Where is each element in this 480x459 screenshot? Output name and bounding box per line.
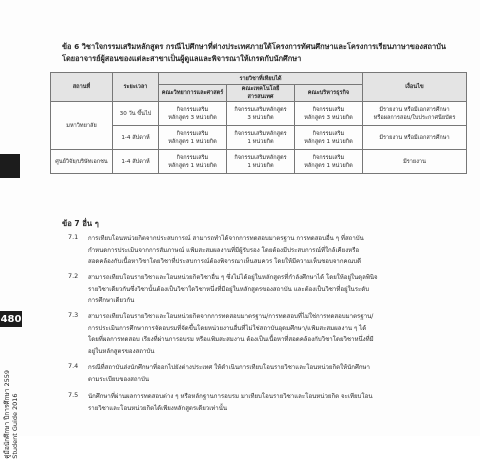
spine-caption-th: คู่มือนักศึกษา ปีการศึกษา 2559	[3, 370, 11, 459]
credit-transfer-table	[50, 72, 467, 174]
cell-faculty-it: กิจกรรมเสริมหลักสูตร 3 หน่วยกิต	[227, 102, 295, 126]
spine-caption	[3, 370, 19, 459]
header-faculty-science: คณะวิทยาการและศาสตร์	[159, 85, 227, 102]
cell-duration: 30 วัน ขึ้นไป	[113, 102, 159, 126]
header-conditions: เงื่อนไข	[363, 73, 467, 102]
table-row	[51, 102, 467, 126]
cell-duration: 1-4 สัปดาห์	[113, 150, 159, 174]
cell-faculty-science: กิจกรรมเสริม หลักสูตร 1 หน่วยกิต	[159, 150, 227, 174]
clause-number: 7.4	[68, 362, 79, 370]
table-row	[51, 150, 467, 174]
clause-number: 7.2	[68, 272, 79, 280]
cell-faculty-business: กิจกรรมเสริม หลักสูตร 1 หน่วยกิต	[295, 126, 363, 150]
cell-faculty-science: กิจกรรมเสริม หลักสูตร 3 หน่วยกิต	[159, 102, 227, 126]
clause-text: นักศึกษาที่ผ่านผลการทดสอบต่าง ๆ หรือหลักฐานการอบรม มาเทียบโอนรายวิชาและโอนหน่วยกิต จะเทียบโอน รายวิชาและโอนหน่วยกิตได้เพียงหลักสูตรเดียวเท่านั้น	[88, 393, 373, 412]
cell-faculty-science: กิจกรรมเสริม หลักสูตร 1 หน่วยกิต	[159, 126, 227, 150]
clause-number: 7.1	[68, 233, 79, 241]
header-faculty-it: คณะเทคโนโลยีสารสนเทศ	[227, 85, 295, 102]
clause-text: สามารถเทียบโอนรายวิชาและโอนหน่วยกิตวิชาอื่น ๆ ซึ่งไม่ได้อยู่ในหลักสูตรที่กำลังศึกษาได้ โดยให้อยู่ในดุลพินิจ รายวิชาเดียวกันซึ่งวิชานั้นต้องเป็นวิชาใดวิชาหนึ่งที่มีอยู่ในหลักสูตรของสถาบัน และต้องเป็นวิชาที่อยู่ในระดับ การศึกษาเดียวกัน	[88, 274, 378, 304]
clause-7-heading: ข้อ 7 อื่น ๆ	[62, 219, 99, 228]
header-faculty-business: คณะบริหารธุรกิจ	[295, 85, 363, 102]
cell-institution: ศูนย์วิจัย/บริษัทเอกชน	[51, 150, 113, 174]
clause-number: 7.3	[68, 311, 79, 319]
page-spine	[0, 140, 22, 459]
header-duration: ระยะเวลา	[113, 73, 159, 102]
cell-conditions: มีรายงาน	[363, 150, 467, 174]
clause-6-heading: ข้อ 6 วิชาใจกรรมเสริมหลักสูตร กรณีไปศึกษาที่ต่างประเทศภายใต้โครงการทัศนศึกษาและโครงการเรียนภาษาของสถาบัน	[62, 42, 446, 51]
cell-faculty-it: กิจกรรมเสริมหลักสูตร 1 หน่วยกิต	[227, 150, 295, 174]
cell-faculty-business: กิจกรรมเสริม หลักสูตร 1 หน่วยกิต	[295, 150, 363, 174]
cell-institution: มหาวิทยาลัย	[51, 102, 113, 150]
spine-caption-en: Student Guide 2016	[11, 393, 19, 459]
cell-faculty-business: กิจกรรมเสริม หลักสูตร 3 หน่วยกิต	[295, 102, 363, 126]
table-row	[51, 126, 467, 150]
spine-tab-marker	[0, 154, 20, 178]
cell-faculty-it: กิจกรรมเสริมหลักสูตร 1 หน่วยกิต	[227, 126, 295, 150]
clause-number: 7.5	[68, 391, 79, 399]
clause-text: การเทียบโอนหน่วยกิตจากประสบการณ์ สามารถทำได้จากการทดสอบมาตรฐาน การทดสอบอื่น ๆ ที่สถาบัน กำหนดการประเมินจากการสัมภาษณ์ แฟ้มสะสมผลงานที่มีผู้รับรอง โดยต้องมีประสบการณ์ที่ใกล้เคียงหรือ สอดคล้องกับเนื้อหาวิชาโดยวิชาที่ประสบการณ์ต้องพิจารณาเห็นสมควร โดยให้มีความเห็นชอบจากคณบดี	[88, 235, 364, 265]
header-equivalent-courses: รายวิชาที่เทียบได้	[159, 73, 363, 85]
cell-conditions: มีรายงาน หรือมีเอกสารศึกษา หรือผลการสอบ/ใบประกาศนียบัตร	[363, 102, 467, 126]
clause-text: สามารถเทียบโอนรายวิชาและโอนหน่วยกิตจากการทดสอบมาตรฐาน/การทดสอบที่ไม่ใช่การทดสอบมาตรฐาน/ การประเมินการศึกษาการจัดอบรมที่จัดขึ้นโดยหน่วยงานอื่นที่ไม่ใช่สถาบันอุดมศึกษา/แฟ้มสะสมผลงาน ๆ ได้ โดยที่ผลการทดสอบ เรียงที่ผ่านการอบรม หรือแฟ้มสะสมงาน ต้องเป็นเนื้อหาที่สอดคล้องกับวิชาโดยวิชาหนึ่งที่มี อยู่ในหลักสูตรของสถาบัน	[88, 313, 374, 355]
page-number: 480	[0, 311, 22, 327]
clause-text: กรณีที่สถาบันส่งนักศึกษาที่ออกไปยังต่างประเทศ ให้ดำเนินการเทียบโอนรายวิชาและโอนหน่วยกิตให้นักศึกษา ตามระเบียบของสถาบัน	[88, 364, 370, 383]
header-institution: สถานที่	[51, 73, 113, 102]
cell-duration: 1-4 สัปดาห์	[113, 126, 159, 150]
clause-6-heading-cont: โดยอาจารย์ผู้สอนของแต่ละสาขาเป็นผู้ดูแลและพิจารณาให้เกรดกับนักศึกษา	[62, 54, 302, 63]
cell-conditions: มีรายงาน หรือมีเอกสารศึกษา	[363, 126, 467, 150]
